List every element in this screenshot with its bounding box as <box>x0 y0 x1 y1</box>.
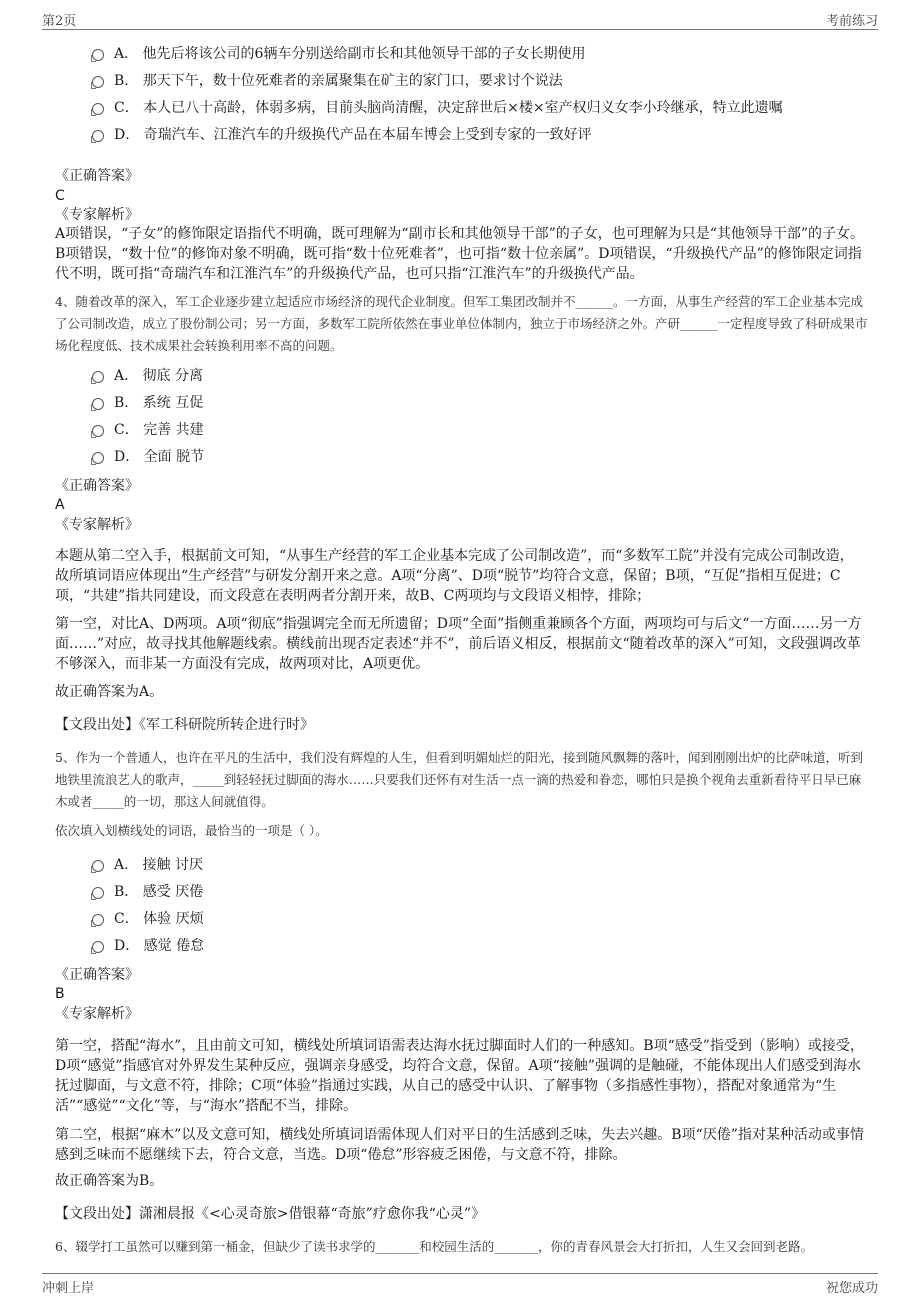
q5-instruction: 依次填入划横线处的词语，最恰当的一项是（ ）。 <box>55 823 328 838</box>
q4-analysis-p3: 故正确答案为A。 <box>55 684 164 700</box>
q4-analysis-p1: 本题从第二空入手，根据前文可知，“从事生产经营的军工企业基本完成了公司制改造”，而“多数军工院”并没有完成公司制改造，故所填词语应体现出“生产经营”与研发分割开来之意。A项“分离”、D项“脱节”均符合文意，保留；B项，“互促”指相互促进；C项，“共建”指共同建设，而文段意在表明两者分割开来，故B、C两项均与文段语义相悖，排除； <box>55 548 854 604</box>
q4-analysis-p2: 第一空，对比A、D两项。A项“彻底”指强调完全而无所遗留；D项“全面”指侧重兼顾各个方面，两项均可与后文“一方面……另一方面……”对应，故寻找其他解题线索。横线前出现否定表述“并不”，前后语义相反，根据前文“随着改革的深入”可知，文段强调改革不够深入，而非某一方面没有完成，故两项对比，A项更优。 <box>55 616 862 672</box>
radio-icon[interactable] <box>92 398 104 410</box>
q5-analysis-p2: 第二空，根据“麻木”以及文意可知，横线处所填词语需体现人们对平日的生活感到乏味，失去兴趣。B项“厌倦”指对某种活动或事情感到乏味而不愿继续下去，符合文意，当选。D项“倦怠”形容疲乏困倦，与文意不符，排除。 <box>55 1127 864 1163</box>
q4-source: 【文段出处】《军工科研院所转企进行时》 <box>55 717 314 733</box>
q5-analysis-label: 《专家解析》 <box>55 1006 139 1022</box>
radio-icon[interactable] <box>92 130 104 142</box>
radio-icon[interactable] <box>92 103 104 115</box>
page-number: 第2页 <box>42 14 77 29</box>
q5-option-c[interactable]: C． 体验 厌烦 <box>92 909 204 929</box>
footer-divider <box>42 1273 878 1274</box>
q3-answer-label: 《正确答案》 <box>55 168 139 184</box>
q4-answer-label: 《正确答案》 <box>55 478 139 494</box>
footer-left-text: 冲刺上岸 <box>42 1281 95 1296</box>
page-header <box>0 0 920 30</box>
q4-option-c[interactable]: C． 完善 共建 <box>92 420 204 440</box>
q5-answer-label: 《正确答案》 <box>55 967 139 983</box>
q3-answer: C <box>55 188 65 204</box>
q5-option-d[interactable]: D． 感觉 倦怠 <box>92 936 204 956</box>
q3-option-a[interactable]: A． 他先后将该公司的6辆车分别送给副市长和其他领导干部的子女长期使用 <box>92 44 585 64</box>
radio-icon[interactable] <box>92 371 104 383</box>
radio-icon[interactable] <box>92 887 104 899</box>
radio-icon[interactable] <box>92 49 104 61</box>
q5-option-a[interactable]: A． 接触 讨厌 <box>92 855 203 875</box>
header-divider <box>42 29 878 30</box>
q4-answer: A <box>55 497 65 513</box>
q5-option-b[interactable]: B． 感受 厌倦 <box>92 882 203 902</box>
q4-option-a[interactable]: A． 彻底 分离 <box>92 366 203 386</box>
radio-icon[interactable] <box>92 860 104 872</box>
q4-option-b[interactable]: B． 系统 互促 <box>92 393 203 413</box>
header-title: 考前练习 <box>825 14 878 29</box>
q3-analysis: A项错误，“子女”的修饰限定语指代不明确，既可理解为“副市长和其他领导干部”的子女，也可理解为只是“其他领导干部”的子女。B项错误，“数十位”的修饰对象不明确，既可指“数十位死难者”，也可指“数十位亲属”。D项错误，“升级换代产品”的修饰限定词指代不明，既可指“奇瑞汽车和江淮汽车”的升级换代产品，也可只指“江淮汽车”的升级换代产品。 <box>55 226 865 282</box>
radio-icon[interactable] <box>92 425 104 437</box>
q5-analysis-p3: 故正确答案为B。 <box>55 1173 164 1189</box>
q6-stem: 6、辍学打工虽然可以赚到第一桶金，但缺少了读书求学的_______和校园生活的_______，你的青春风景会大打折扣，人生又会回到老路。 <box>55 1239 813 1254</box>
q5-stem: 5、作为一个普通人，也许在平凡的生活中，我们没有辉煌的人生，但看到明媚灿烂的阳光，接到随风飘舞的落叶，闻到刚刚出炉的比萨味道，听到地铁里流浪艺人的歌声，_____到轻轻抚过脚面的海水……只要我们还怀有对生活一点一滴的热爱和眷恋，哪怕只是换个视角去重新看待平日早已麻木或者_____的一切，那这人间就值得。 <box>55 750 863 809</box>
q3-analysis-label: 《专家解析》 <box>55 207 139 223</box>
q4-stem: 4、随着改革的深入，军工企业逐步建立起适应市场经济的现代企业制度。但军工集团改制并不______。一方面，从事生产经营的军工企业基本完成了公司制改造，成立了股份制公司；另一方面，多数军工院所依然在事业单位体制内，独立于市场经济之外。产研______一定程度导致了科研成果市场化程度低、技术成果社会转换利用率不高的问题。 <box>55 294 868 353</box>
radio-icon[interactable] <box>92 914 104 926</box>
footer-right-text: 祝您成功 <box>825 1281 878 1296</box>
q3-option-d[interactable]: D． 奇瑞汽车、江淮汽车的升级换代产品在本届车博会上受到专家的一致好评 <box>92 125 592 145</box>
radio-icon[interactable] <box>92 76 104 88</box>
q3-option-b[interactable]: B． 那天下午，数十位死难者的亲属聚集在矿主的家门口，要求讨个说法 <box>92 71 563 91</box>
q5-analysis-p1: 第一空，搭配“海水”，且由前文可知，横线处所填词语需表达海水抚过脚面时人们的一种感知。B项“感受”指受到（影响）或接受，D项“感觉”指感官对外界发生某种反应，强调亲身感受，均符合文意，保留。A项“接触”强调的是触碰，不能体现出人们感受到海水抚过脚面，与文意不符，排除；C项“体验”指通过实践，从自己的感受中认识、了解事物（多指感性事物），搭配对象通常为“生活”“感觉”“文化”等，与“海水”搭配不当，排除。 <box>55 1038 864 1114</box>
q3-option-c[interactable]: C． 本人已八十高龄，体弱多病，目前头脑尚清醒，决定辞世后×楼×室产权归义女李小玲继承，特立此遗嘱 <box>92 98 783 118</box>
radio-icon[interactable] <box>92 452 104 464</box>
q5-source: 【文段出处】潇湘晨报《<心灵奇旅>借银幕“奇旅”疗愈你我“心灵”》 <box>55 1206 486 1222</box>
q5-answer: B <box>55 986 65 1002</box>
q4-analysis-label: 《专家解析》 <box>55 517 139 533</box>
radio-icon[interactable] <box>92 941 104 953</box>
q4-option-d[interactable]: D． 全面 脱节 <box>92 447 204 467</box>
